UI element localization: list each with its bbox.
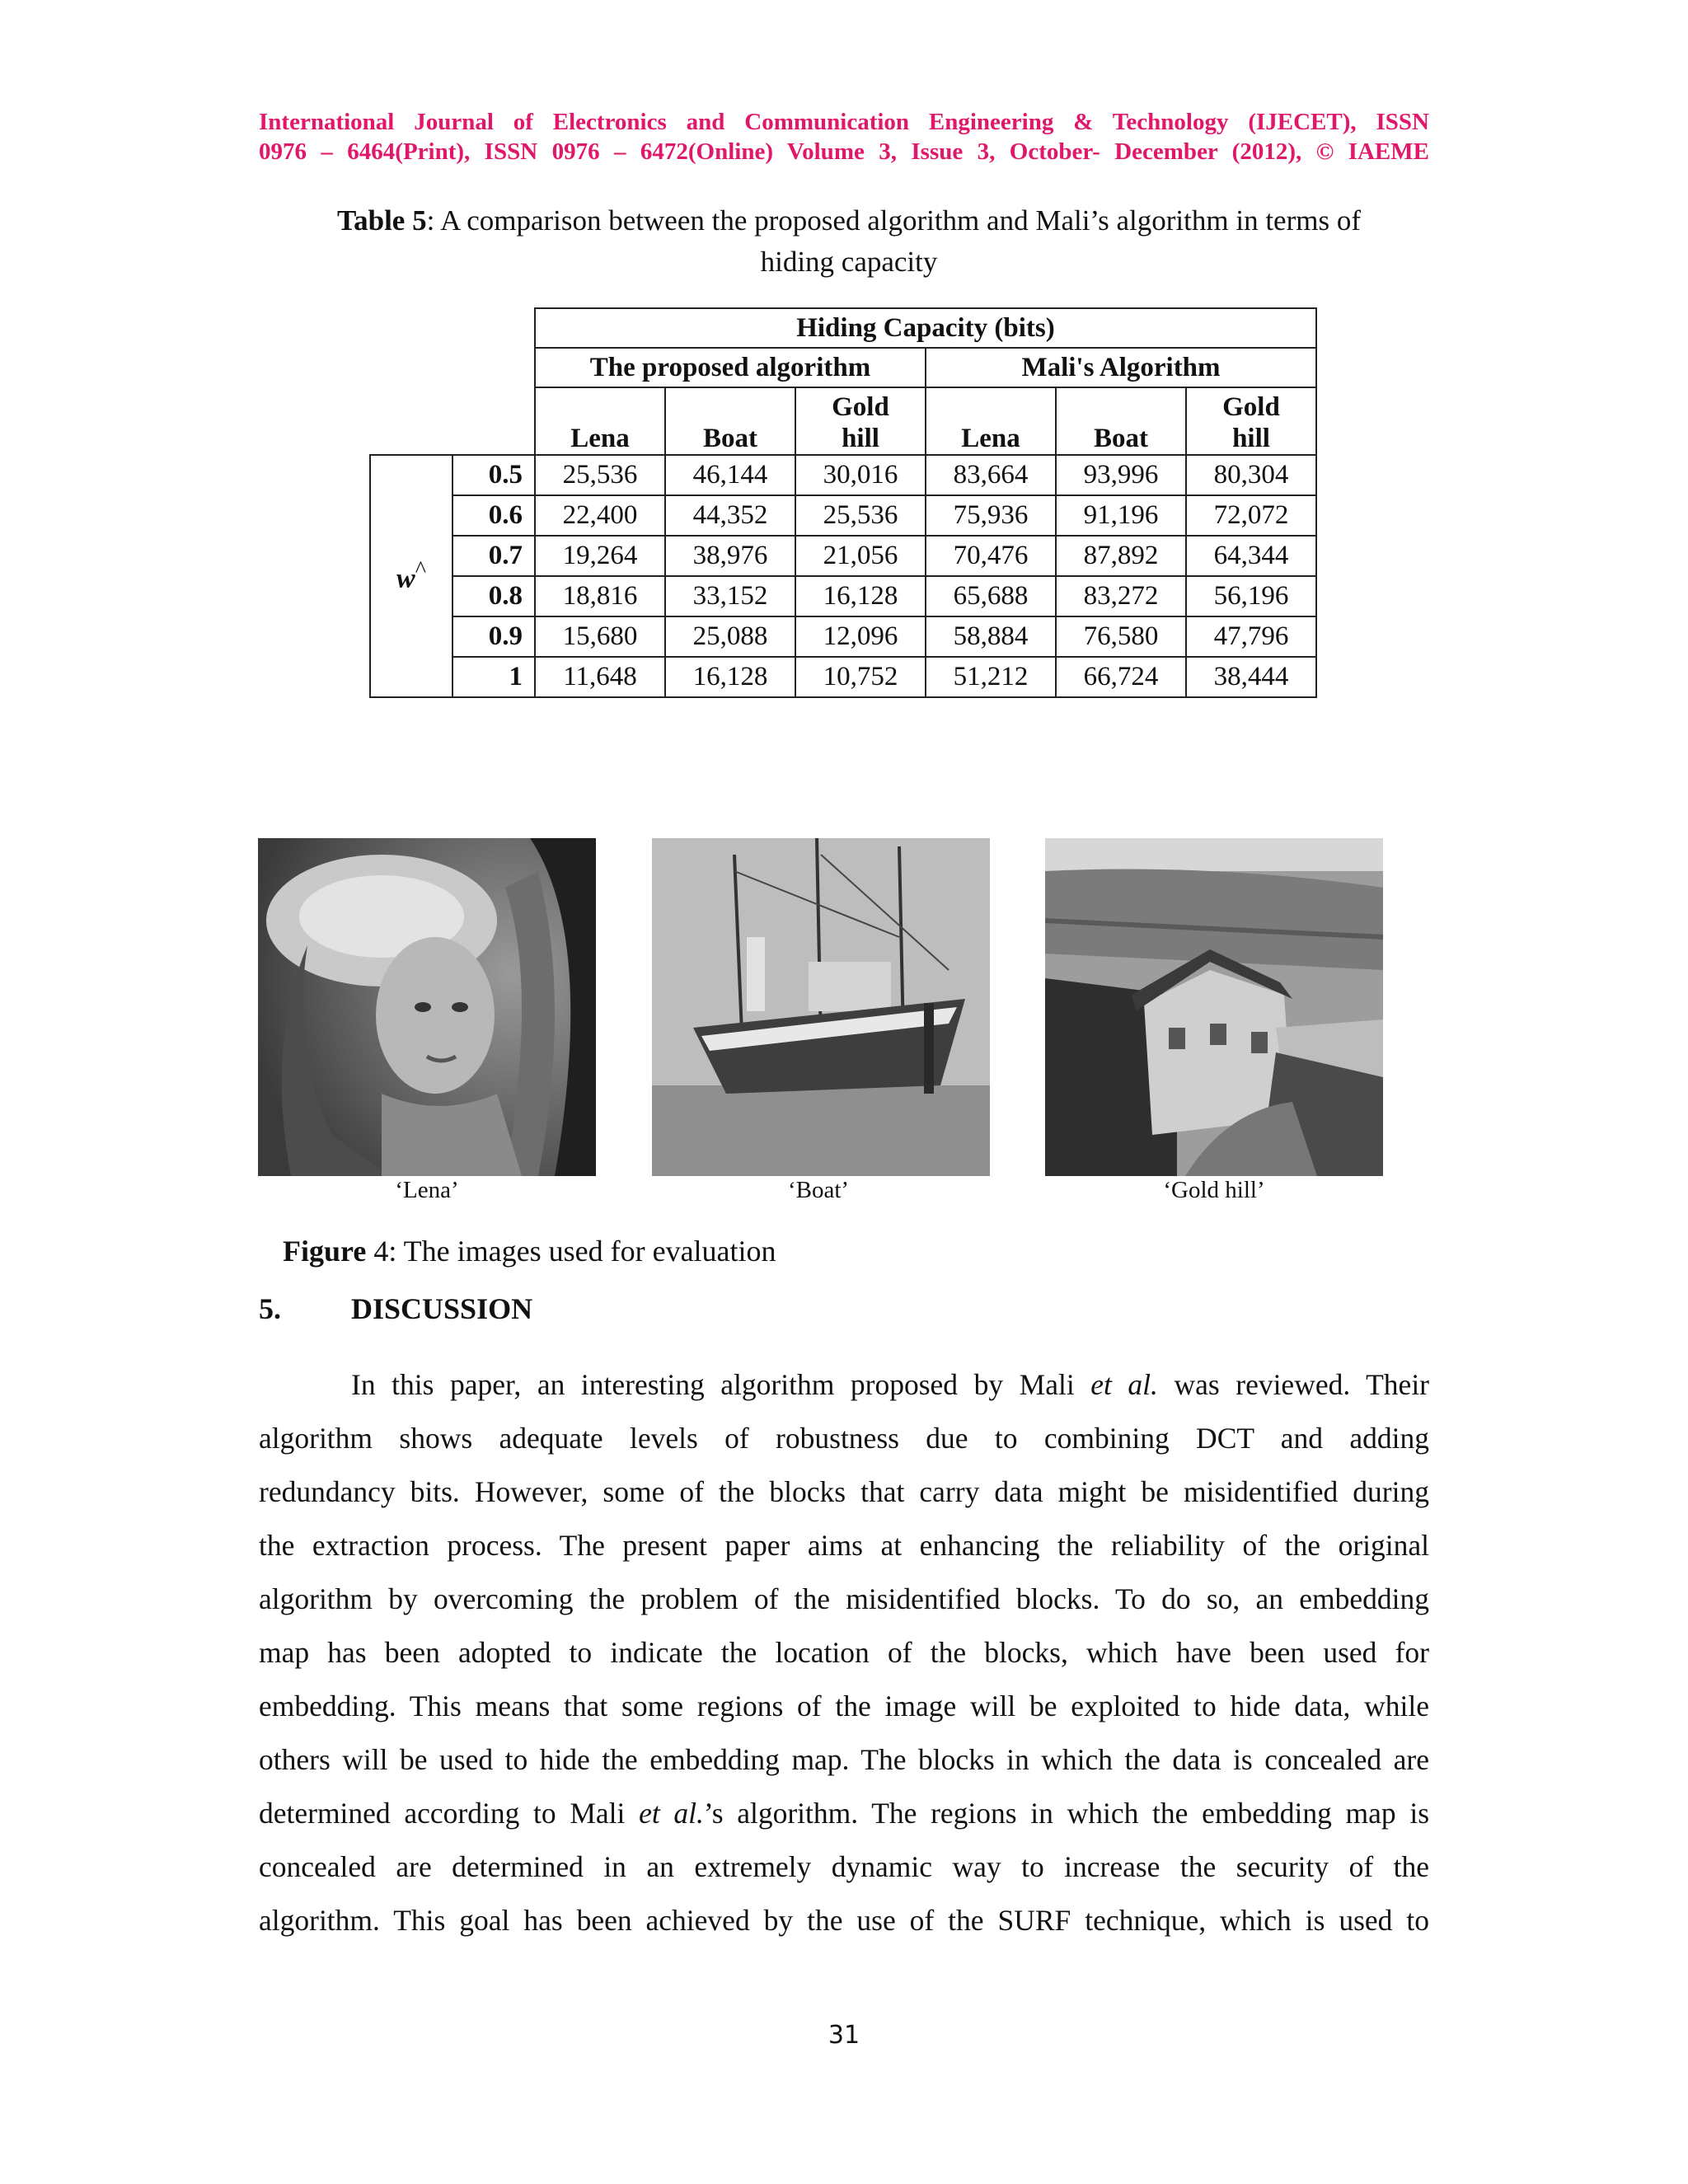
paragraph-line: determined according to Mali et al.’s algorithm. The regions in which the embedding map is: [259, 1797, 1430, 1830]
table-cell: 80,304: [1186, 455, 1316, 495]
lena-image: [258, 838, 596, 1176]
w-value: 1: [452, 657, 535, 697]
figure-label-gold-hill: ‘Gold hill’: [1163, 1177, 1265, 1203]
table-row: [370, 616, 1316, 657]
column-header: Lena: [926, 387, 1056, 455]
table-cell: 19,264: [535, 536, 665, 576]
table-cell: 58,884: [926, 616, 1056, 657]
table-cell: 38,444: [1186, 657, 1316, 697]
table-cell: 25,536: [535, 455, 665, 495]
table-title: Hiding Capacity (bits): [535, 308, 1316, 348]
table-cell: 38,976: [665, 536, 795, 576]
paragraph-line: redundancy bits. However, some of the blocks that carry data might be misidentified during: [259, 1475, 1429, 1508]
page-number: 31: [828, 2021, 860, 2050]
column-header: Gold hill: [795, 387, 926, 455]
journal-header-line-2: 0976 – 6464(Print), ISSN 0976 – 6472(Online) Volume 3, Issue 3, October- December (2012), © IAEME: [259, 138, 1429, 165]
discussion-paragraph: [259, 1358, 1429, 1947]
paragraph-line: In this paper, an interesting algorithm proposed by Mali et al. was reviewed. Their: [351, 1368, 1430, 1401]
section-title: DISCUSSION: [351, 1292, 533, 1325]
table-cell: 51,212: [926, 657, 1056, 697]
paragraph-line: map has been adopted to indicate the location of the blocks, which have been used for: [259, 1636, 1429, 1669]
boat-image: [652, 838, 990, 1176]
w-value: 0.6: [452, 495, 535, 536]
group-header-mali: Mali's Algorithm: [926, 348, 1316, 387]
row-label-w: w^: [370, 455, 452, 697]
table-cell: 56,196: [1186, 576, 1316, 616]
table-row: [370, 536, 1316, 576]
table-cell: 66,724: [1056, 657, 1186, 697]
table-cell: 33,152: [665, 576, 795, 616]
table-cell: 93,996: [1056, 455, 1186, 495]
table-cell: 91,196: [1056, 495, 1186, 536]
table-caption-text-2: hiding capacity: [760, 246, 938, 278]
column-header: Lena: [535, 387, 665, 455]
table-cell: 22,400: [535, 495, 665, 536]
table-row: [370, 657, 1316, 697]
table-cell: 16,128: [665, 657, 795, 697]
table-cell: 75,936: [926, 495, 1056, 536]
hiding-capacity-table: [369, 307, 1317, 698]
table-row: [370, 495, 1316, 536]
journal-header-line-1: International Journal of Electronics and Communication Engineering & Technology (IJECET), ISSN: [259, 109, 1429, 135]
column-header: Boat: [1056, 387, 1186, 455]
paragraph-line: embedding. This means that some regions of the image will be exploited to hide data, while: [259, 1690, 1429, 1722]
column-header: Gold hill: [1186, 387, 1316, 455]
paragraph-line: concealed are determined in an extremely dynamic way to increase the security of the: [259, 1850, 1429, 1883]
figure-label-boat: ‘Boat’: [787, 1177, 850, 1203]
table-cell: 44,352: [665, 495, 795, 536]
figure-caption: [283, 1234, 776, 1268]
gold-hill-image: [1045, 838, 1383, 1176]
table-caption-label: Table 5: [336, 204, 427, 237]
figure-label-lena: ‘Lena’: [395, 1177, 459, 1203]
table-cell: 11,648: [535, 657, 665, 697]
journal-header: [259, 107, 1429, 166]
figure-caption-label: Figure: [283, 1235, 367, 1268]
table-cell: 83,272: [1056, 576, 1186, 616]
table-cell: 16,128: [795, 576, 926, 616]
section-heading: [259, 1291, 533, 1326]
paragraph-line: algorithm by overcoming the problem of the misidentified blocks. To do so, an embedding: [259, 1582, 1429, 1615]
table-cell: 10,752: [795, 657, 926, 697]
w-value: 0.8: [452, 576, 535, 616]
table-cell: 70,476: [926, 536, 1056, 576]
w-value: 0.7: [452, 536, 535, 576]
paragraph-line: others will be used to hide the embedding map. The blocks in which the data is concealed are: [259, 1743, 1429, 1776]
table-cell: 65,688: [926, 576, 1056, 616]
table-row: [370, 455, 1316, 495]
table-caption: [272, 200, 1426, 283]
table-cell: 15,680: [535, 616, 665, 657]
table-cell: 46,144: [665, 455, 795, 495]
column-header: Boat: [665, 387, 795, 455]
figure-caption-text: 4: The images used for evaluation: [366, 1235, 776, 1268]
table-cell: 12,096: [795, 616, 926, 657]
table-cell: 25,536: [795, 495, 926, 536]
table-cell: 83,664: [926, 455, 1056, 495]
table-cell: 76,580: [1056, 616, 1186, 657]
table-cell: 47,796: [1186, 616, 1316, 657]
table-caption-text: : A comparison between the proposed algorithm and Mali’s algorithm in terms of: [426, 204, 1361, 237]
paragraph-line: algorithm shows adequate levels of robustness due to combining DCT and adding: [259, 1422, 1429, 1455]
w-value: 0.5: [452, 455, 535, 495]
table-cell: 25,088: [665, 616, 795, 657]
paragraph-line: algorithm. This goal has been achieved by the use of the SURF technique, which is used to: [259, 1904, 1429, 1937]
section-number: 5.: [259, 1292, 281, 1325]
table-cell: 30,016: [795, 455, 926, 495]
table-cell: 72,072: [1186, 495, 1316, 536]
group-header-proposed: The proposed algorithm: [535, 348, 926, 387]
paragraph-line: the extraction process. The present paper aims at enhancing the reliability of the original: [259, 1529, 1429, 1562]
table-row: [370, 576, 1316, 616]
w-value: 0.9: [452, 616, 535, 657]
table-cell: 18,816: [535, 576, 665, 616]
table-cell: 64,344: [1186, 536, 1316, 576]
table-cell: 87,892: [1056, 536, 1186, 576]
table-cell: 21,056: [795, 536, 926, 576]
